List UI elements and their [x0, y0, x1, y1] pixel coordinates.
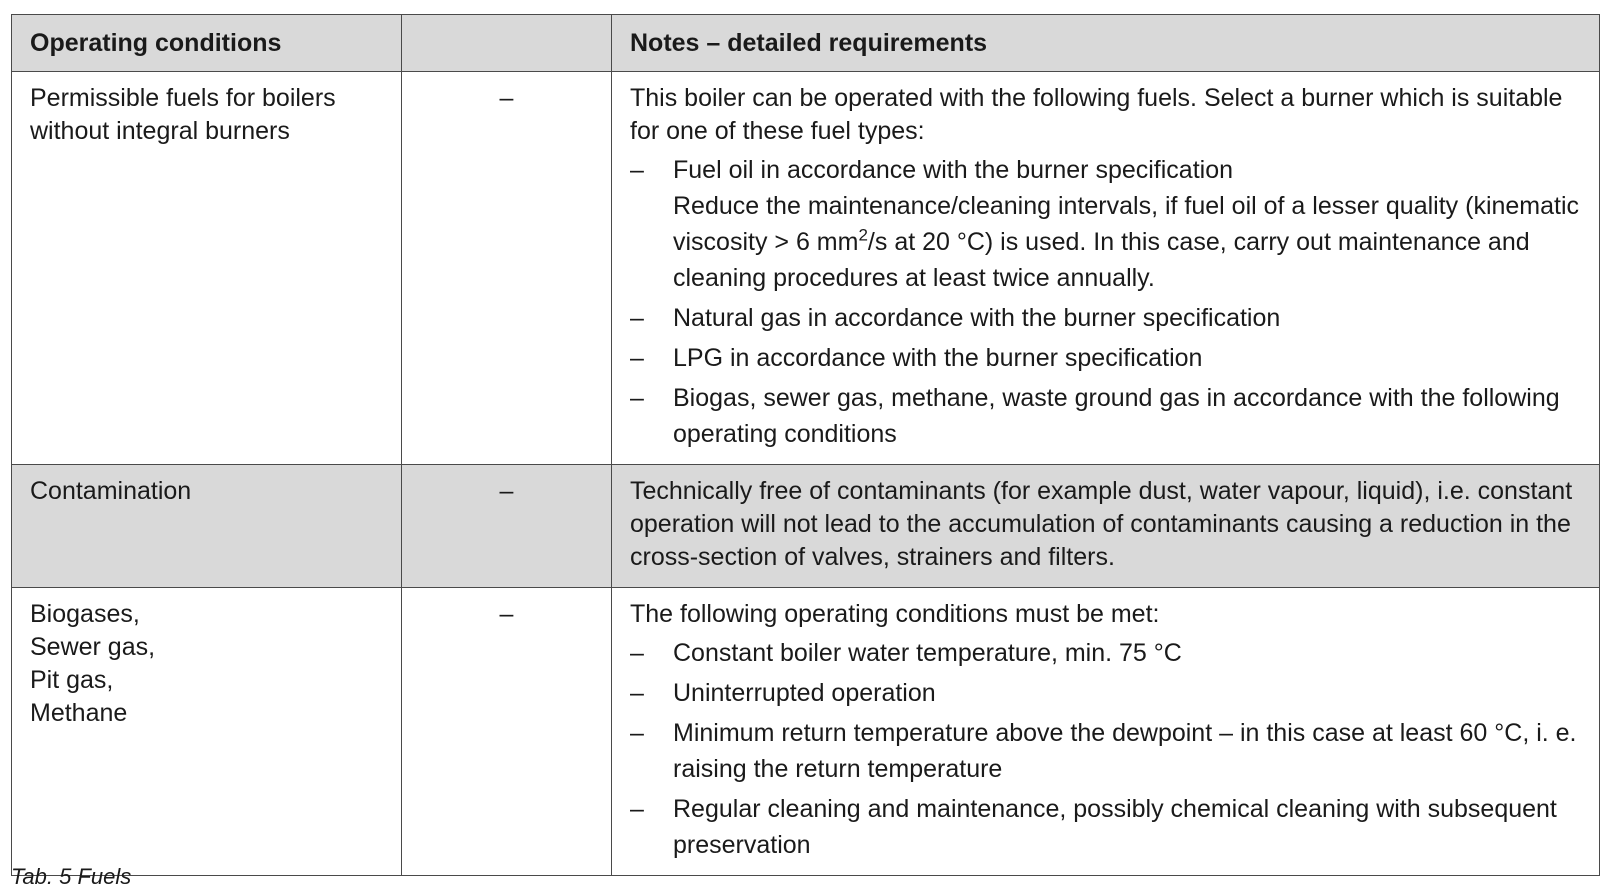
table-row-permissible-fuels: [12, 72, 1600, 465]
value-cell: –: [402, 588, 612, 876]
table-row-biogases: [12, 588, 1600, 876]
header-notes: Notes – detailed requirements: [612, 15, 1600, 72]
list-item: – LPG in accordance with the burner specification: [630, 340, 1581, 376]
notes-cell: [612, 588, 1600, 876]
value-cell: –: [402, 465, 612, 588]
list-item: – Fuel oil in accordance with the burner specification Reduce the maintenance/cleaning intervals, if fuel oil of a lesser quality (kinematic viscosity > 6 $mm^2/s$ at 20 °C) is used. In this case, carry out maintenance and cleaning procedures at least twice annually.: [630, 152, 1581, 296]
list-item: – Constant boiler water temperature, min. 75 °C: [630, 635, 1581, 671]
condition-text: Contamination: [30, 477, 192, 505]
list-item: – Uninterrupted operation: [630, 675, 1581, 711]
value-cell: –: [402, 72, 612, 465]
table-row-contamination: [12, 465, 1600, 588]
notes-text: Technically free of contaminants (for example dust, water vapour, liquid), i.e. constant operation will not lead to the accumulation of contaminants causing a reduction in the cross-section of valves, strainers and filters.: [630, 477, 1573, 571]
list-item: – Minimum return temperature above the dewpoint – in this case at least 60 °C, i. e. raising the return temperature: [630, 715, 1581, 787]
list-item: – Natural gas in accordance with the burner specification: [630, 300, 1581, 336]
notes-intro: This boiler can be operated with the following fuels. Select a burner which is suitable for one of these fuel types:: [630, 84, 1563, 145]
header-value: [402, 15, 612, 72]
list-item: – Regular cleaning and maintenance, possibly chemical cleaning with subsequent preservation: [630, 791, 1581, 863]
table-caption: Tab. 5 Fuels: [11, 864, 132, 889]
fuel-list: [630, 152, 1581, 452]
condition-text: Permissible fuels for boilers without integral burners: [30, 84, 336, 145]
condition-cell: [12, 72, 402, 465]
header-operating-conditions: Operating conditions: [12, 15, 402, 72]
condition-cell: [12, 588, 402, 876]
notes-cell: [612, 72, 1600, 465]
condition-text: Biogases, Sewer gas, Pit gas, Methane: [30, 600, 156, 727]
conditions-list: [630, 635, 1581, 863]
notes-cell: [612, 465, 1600, 588]
table-header-row: [12, 15, 1600, 72]
fuel-oil-note: Reduce the maintenance/cleaning intervals, if fuel oil of a lesser quality (kinematic viscosity > 6 $mm^2/s$ at 20 °C) is used. In this case, carry out maintenance and cleaning procedures at least twice annually.: [673, 192, 1580, 292]
condition-cell: [12, 465, 402, 588]
fuels-table: [11, 14, 1600, 876]
notes-intro: The following operating conditions must be met:: [630, 600, 1160, 628]
list-item: – Biogas, sewer gas, methane, waste ground gas in accordance with the following operating conditions: [630, 380, 1581, 452]
